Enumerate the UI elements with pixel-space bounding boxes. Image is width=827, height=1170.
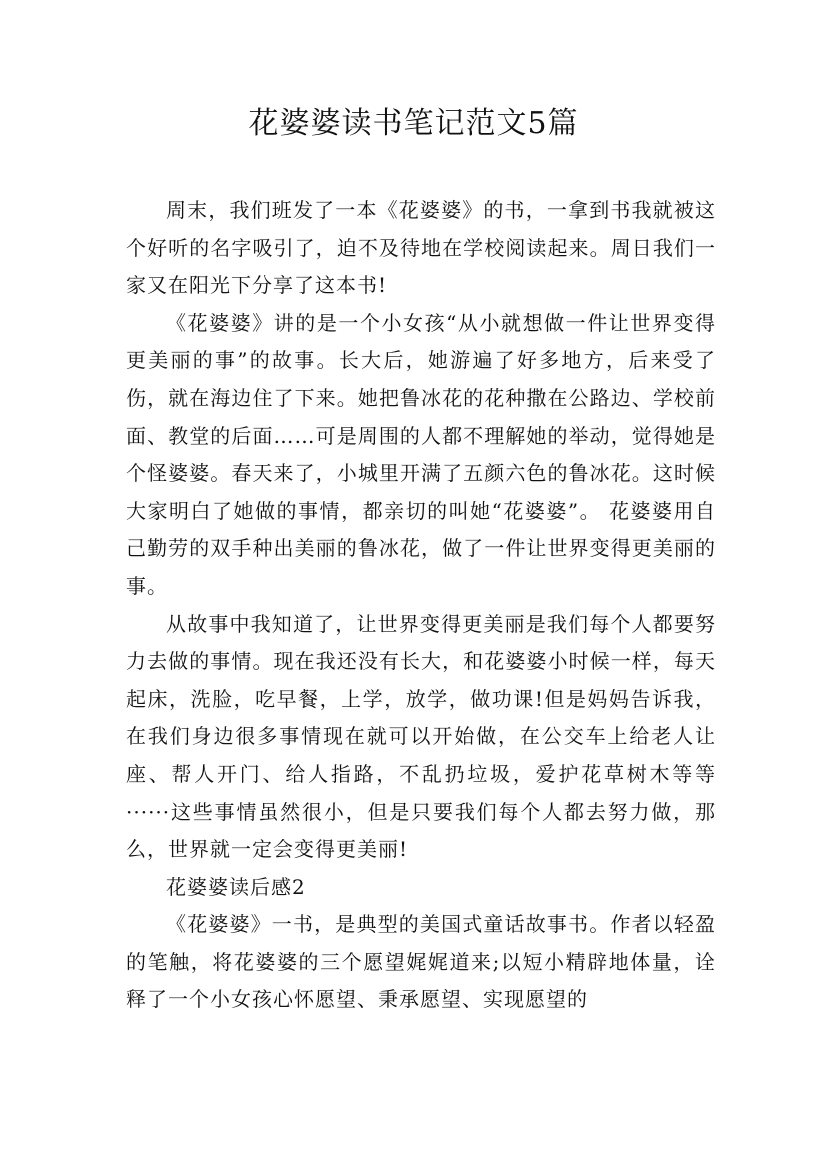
paragraph-4: 《花婆婆》一书，是典型的美国式童话故事书。作者以轻盈的笔触，将花婆婆的三个愿望娓娓道来;以短小精辟地体量，诠释了一个小女孩心怀愿望、秉承愿望、实现愿望的	[126, 912, 716, 1012]
document-title: 花婆婆读书笔记范文5篇	[248, 106, 579, 141]
paragraph-1: 周末，我们班发了一本《花婆婆》的书，一拿到书我就被这个好听的名字吸引了，迫不及待地在学校阅读起来。周日我们一家又在阳光下分享了这本书!	[126, 198, 716, 298]
paragraph-2: 《花婆婆》讲的是一个小女孩“从小就想做一件让世界变得更美丽的事”的故事。长大后，她游遍了好多地方，后来受了伤，就在海边住了下来。她把鲁冰花的花种撒在公路边、学校前面、教堂的后面……可是周围的人都不理解她的举动，觉得她是个怪婆婆。春天来了，小城里开满了五颜六色的鲁冰花。这时候大家明白了她做的事情，都亲切的叫她“花婆婆”。 花婆婆用自己勤劳的双手种出美丽的鲁冰花，做了一件让世界变得更美丽的事。	[126, 310, 716, 598]
document-body	[126, 192, 716, 1019]
paragraph-3: 从故事中我知道了，让世界变得更美丽是我们每个人都要努力去做的事情。现在我还没有长大，和花婆婆小时候一样，每天起床，洗脸，吃早餐，上学，放学，做功课!但是妈妈告诉我，在我们身边很多事情现在就可以开始做，在公交车上给老人让座、帮人开门、给人指路，不乱扔垃圾，爱护花草树木等等······这些事情虽然很小，但是只要我们每个人都去努力做，那么，世界就一定会变得更美丽!	[126, 611, 716, 862]
section-heading: 花婆婆读后感2	[166, 874, 306, 899]
